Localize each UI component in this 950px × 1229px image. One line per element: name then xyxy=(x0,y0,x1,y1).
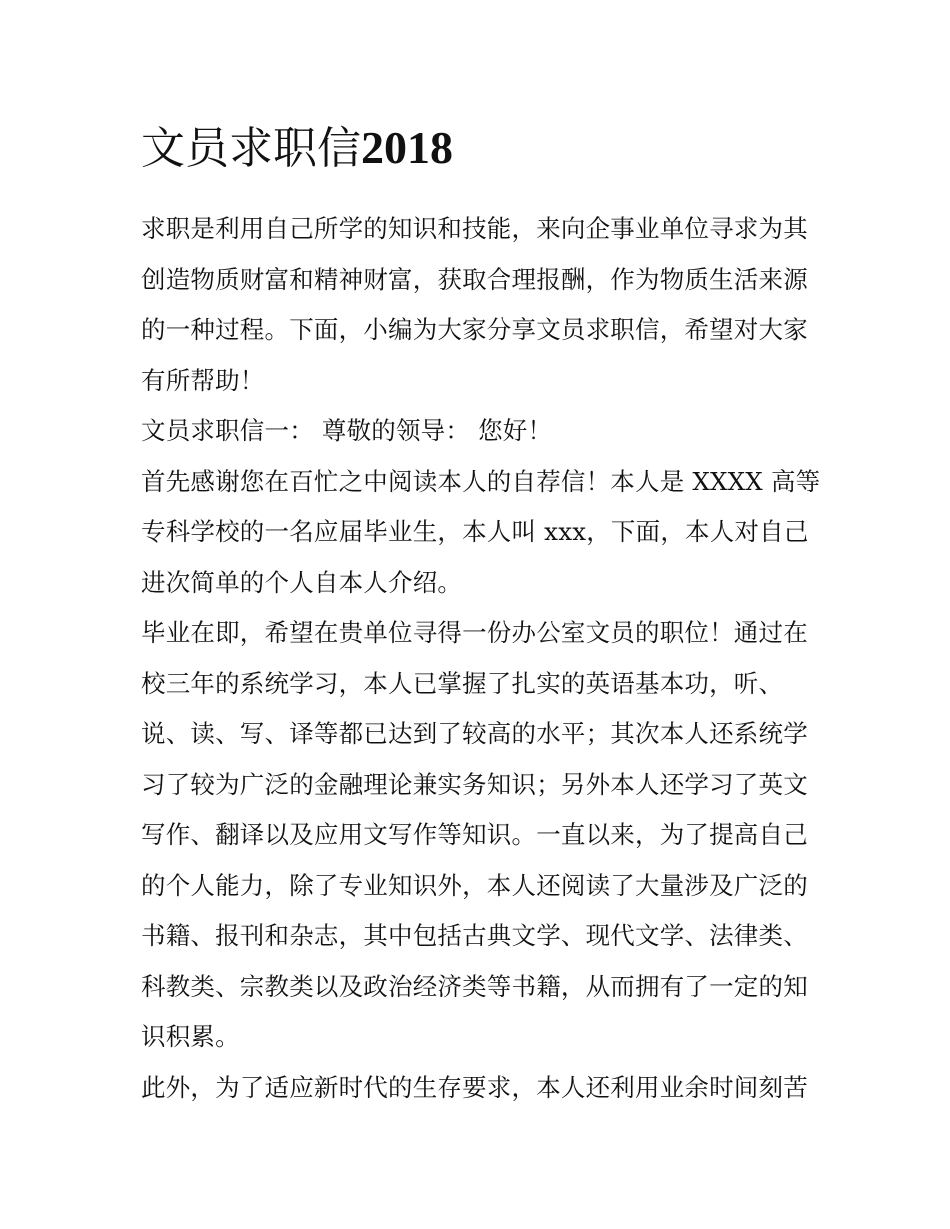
text-line: 创造物质财富和精神财富，获取合理报酬，作为物质生活来源 xyxy=(141,264,808,294)
title-text: 文员求职信 xyxy=(141,123,361,174)
text-line: 首先感谢您在百忙之中阅读本人的自荐信！本人是 XXXX 高等 xyxy=(141,466,821,496)
text-line: 专科学校的一名应届毕业生，本人叫 xxx，下面，本人对自己 xyxy=(141,517,809,546)
text-line: 此外，为了适应新时代的生存要求，本人还利用业余时间刻苦 xyxy=(141,1072,808,1102)
text-line: 书籍、报刊和杂志，其中包括古典文学、现代文学、法律类、 xyxy=(141,921,808,950)
text-line: 习了较为广泛的金融理论兼实务知识；另外本人还学习了英文 xyxy=(141,769,808,799)
text-line: 写作、翻译以及应用文写作等知识。一直以来，为了提高自己 xyxy=(141,820,808,849)
text-line: 文员求职信一： 尊敬的领导： 您好！ xyxy=(141,416,553,445)
title-year: 2018 xyxy=(361,122,453,173)
text-line: 求职是利用自己所学的知识和技能，来向企事业单位寻求为其 xyxy=(141,214,808,243)
text-line: 的个人能力，除了专业知识外，本人还阅读了大量涉及广泛的 xyxy=(141,870,808,900)
text-line: 识积累。 xyxy=(141,1022,240,1051)
text-line: 毕业在即，希望在贵单位寻得一份办公室文员的职位！通过在 xyxy=(141,618,808,647)
paragraph-education xyxy=(141,608,813,1063)
paragraph-salutation xyxy=(141,406,813,457)
text-line: 进次简单的个人自本人介绍。 xyxy=(141,567,463,597)
document-title xyxy=(141,115,813,181)
text-line: 有所帮助！ xyxy=(141,365,265,395)
text-line: 的一种过程。下面，小编为大家分享文员求职信，希望对大家 xyxy=(141,315,808,344)
text-line: 科教类、宗教类以及政治经济类等书籍，从而拥有了一定的知 xyxy=(141,971,808,1001)
paragraph-additional xyxy=(141,1063,813,1114)
paragraph-intro xyxy=(141,204,813,406)
paragraph-self-introduction xyxy=(141,457,821,609)
text-line: 说、读、写、译等都已达到了较高的水平；其次本人还系统学 xyxy=(141,719,808,748)
text-line: 校三年的系统学习，本人已掌握了扎实的英语基本功，听、 xyxy=(141,668,784,698)
document-body xyxy=(141,115,821,1113)
